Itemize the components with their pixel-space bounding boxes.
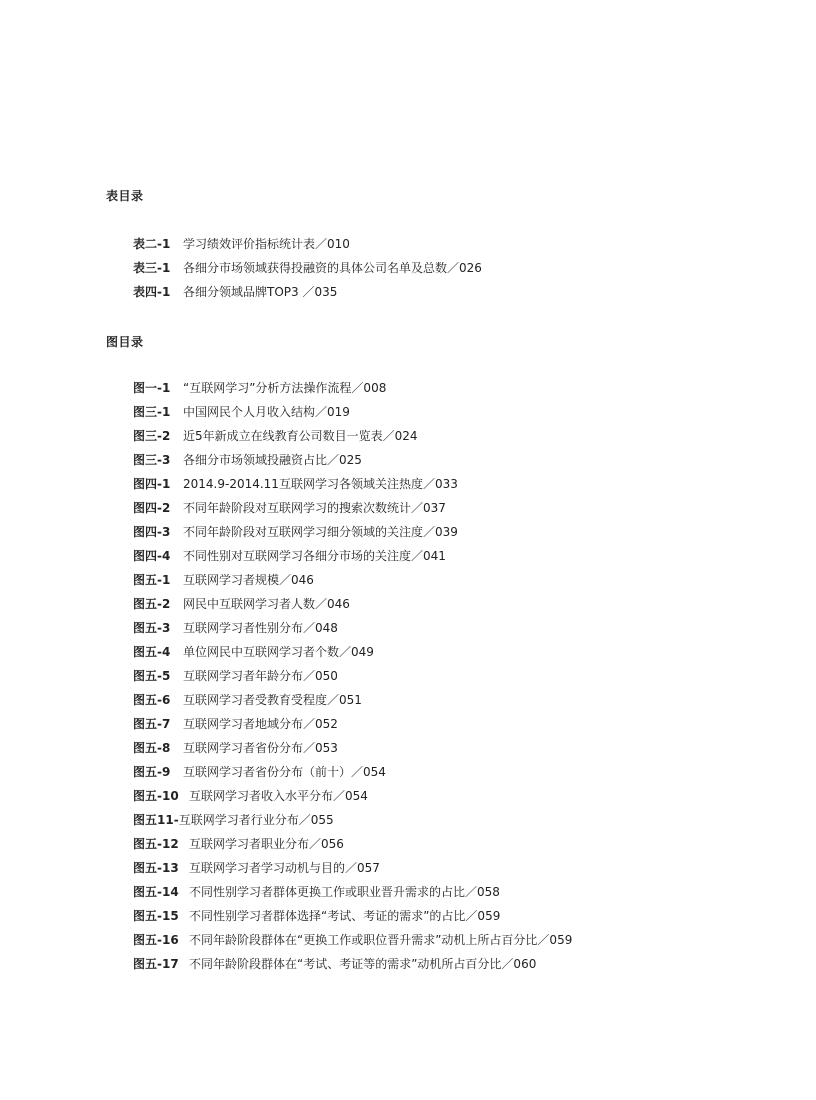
entry-title: 互联网学习者学习动机与目的／057 (189, 861, 380, 875)
entry-label: 图五-6 (133, 693, 171, 707)
entry-title: 学习绩效评价指标统计表／010 (183, 237, 350, 251)
entry-title: 互联网学习者省份分布／053 (183, 741, 338, 755)
list-item[interactable] (133, 496, 572, 520)
list-item[interactable] (133, 808, 572, 832)
entry-title: 互联网学习者职业分布／056 (189, 837, 344, 851)
entry-label: 图五-10 (133, 789, 179, 803)
entry-title: 互联网学习者收入水平分布／054 (189, 789, 368, 803)
entry-title: 不同年龄阶段对互联网学习的搜索次数统计／037 (183, 501, 446, 515)
list-item[interactable] (133, 640, 572, 664)
entry-label: 图五-16 (133, 933, 179, 947)
entry-label: 图五-7 (133, 717, 171, 731)
list-item[interactable] (133, 256, 482, 280)
entry-title: 互联网学习者性别分布／048 (183, 621, 338, 635)
list-item[interactable] (133, 784, 572, 808)
entry-label: 图五-14 (133, 885, 179, 899)
entry-title: “互联网学习”分析方法操作流程／008 (183, 381, 387, 395)
entry-label: 图四-1 (133, 477, 171, 491)
list-item[interactable] (133, 520, 572, 544)
entry-title: 不同性别对互联网学习各细分市场的关注度／041 (183, 549, 446, 563)
entry-label: 图五-13 (133, 861, 179, 875)
entry-label: 图五-1 (133, 573, 171, 587)
list-item[interactable] (133, 928, 572, 952)
list-item[interactable] (133, 472, 572, 496)
entry-title: 各细分市场领域投融资占比／025 (183, 453, 362, 467)
list-item[interactable] (133, 400, 572, 424)
entry-label: 图三-3 (133, 453, 171, 467)
entry-title: 不同年龄阶段对互联网学习细分领域的关注度／039 (183, 525, 458, 539)
entry-title: 各细分市场领域获得投融资的具体公司名单及总数／026 (183, 261, 482, 275)
tables-list (133, 232, 482, 304)
entry-label: 图一-1 (133, 381, 171, 395)
list-item[interactable] (133, 664, 572, 688)
entry-title: 不同年龄阶段群体在“更换工作或职位晋升需求”动机上所占百分比／059 (189, 933, 573, 947)
entry-title: 不同性别学习者群体更换工作或职业晋升需求的占比／058 (189, 885, 500, 899)
figures-list (133, 376, 572, 976)
list-item[interactable] (133, 880, 572, 904)
entry-title: 互联网学习者省份分布（前十）／054 (183, 765, 386, 779)
list-item[interactable] (133, 712, 572, 736)
list-item[interactable] (133, 952, 572, 976)
list-item[interactable] (133, 832, 572, 856)
tables-section-heading: 表目录 (106, 189, 144, 203)
list-item[interactable] (133, 424, 572, 448)
entry-label: 图五-9 (133, 765, 171, 779)
entry-title: 互联网学习者年龄分布／050 (183, 669, 338, 683)
entry-title: 单位网民中互联网学习者个数／049 (183, 645, 374, 659)
entry-label: 图五-3 (133, 621, 171, 635)
entry-title: 中国网民个人月收入结构／019 (183, 405, 350, 419)
list-item[interactable] (133, 904, 572, 928)
list-item[interactable] (133, 616, 572, 640)
entry-label: 表四-1 (133, 285, 171, 299)
list-item[interactable] (133, 544, 572, 568)
entry-title: 近5年新成立在线教育公司数目一览表／024 (183, 429, 418, 443)
entry-title: 网民中互联网学习者人数／046 (183, 597, 350, 611)
list-item[interactable] (133, 568, 572, 592)
entry-title: 不同性别学习者群体选择“考试、考证的需求”的占比／059 (189, 909, 501, 923)
list-item[interactable] (133, 688, 572, 712)
entry-label: 图四-2 (133, 501, 171, 515)
entry-label: 图四-4 (133, 549, 171, 563)
figures-section-heading: 图目录 (106, 335, 144, 349)
entry-label: 图三-1 (133, 405, 171, 419)
list-item[interactable] (133, 856, 572, 880)
entry-title: 互联网学习者受教育受程度／051 (183, 693, 362, 707)
entry-label: 图五-5 (133, 669, 171, 683)
entry-label: 图五-8 (133, 741, 171, 755)
entry-title: 互联网学习者行业分布／055 (178, 813, 334, 827)
list-item[interactable] (133, 760, 572, 784)
list-item[interactable] (133, 280, 482, 304)
entry-label: 表二-1 (133, 237, 171, 251)
entry-label: 图五-4 (133, 645, 171, 659)
entry-label: 表三-1 (133, 261, 171, 275)
entry-title: 互联网学习者地域分布／052 (183, 717, 338, 731)
list-item[interactable] (133, 448, 572, 472)
list-item[interactable] (133, 736, 572, 760)
entry-label: 图四-3 (133, 525, 171, 539)
entry-label: 图五11- (133, 813, 179, 827)
entry-label: 图五-15 (133, 909, 179, 923)
list-item[interactable] (133, 592, 572, 616)
entry-title: 互联网学习者规模／046 (183, 573, 314, 587)
entry-label: 图三-2 (133, 429, 171, 443)
entry-title: 不同年龄阶段群体在“考试、考证等的需求”动机所占百分比／060 (189, 957, 537, 971)
entry-title: 各细分领域品牌TOP3 ／035 (183, 285, 338, 299)
list-item[interactable] (133, 376, 572, 400)
entry-label: 图五-12 (133, 837, 179, 851)
list-item[interactable] (133, 232, 482, 256)
entry-title: 2014.9-2014.11互联网学习各领域关注热度／033 (183, 477, 458, 491)
entry-label: 图五-17 (133, 957, 179, 971)
entry-label: 图五-2 (133, 597, 171, 611)
